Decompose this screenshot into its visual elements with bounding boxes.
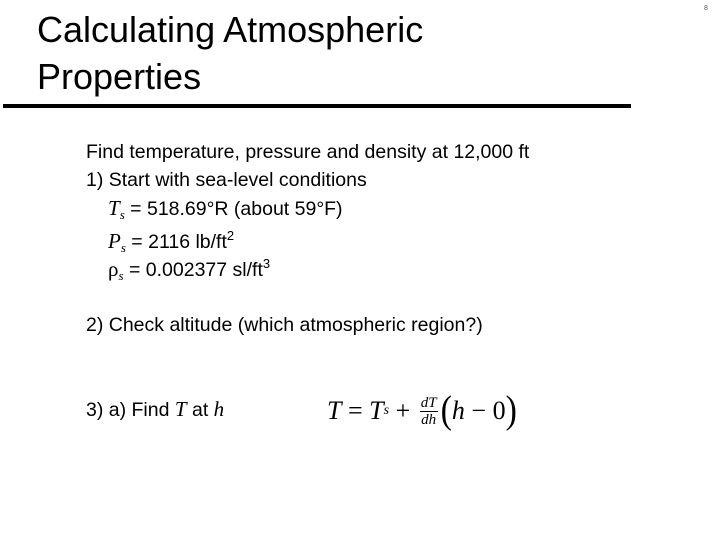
eq-open-paren: ( (440, 389, 452, 432)
step-3-prefix: 3) a) Find (86, 399, 175, 421)
eq-frac-den: dh (421, 411, 437, 428)
ts-subscript: s (119, 207, 125, 222)
ps-value: = 2116 lb/ft (125, 231, 227, 253)
eq-ts-sub: s (383, 403, 390, 418)
eq-frac-num: dT (420, 394, 437, 411)
eq-h: h (451, 396, 465, 425)
eq-lhs: T (327, 396, 342, 425)
ps-superscript: 2 (226, 228, 235, 243)
ts-symbol: T (108, 196, 120, 220)
page-number: 8 (704, 5, 708, 12)
step-1: 1) Start with sea-level conditions (86, 169, 367, 191)
ps-subscript: s (120, 240, 126, 255)
eq-minus-zero: − 0 (464, 396, 506, 425)
step-3-var-h: h (213, 397, 225, 421)
temperature-equation (327, 386, 517, 436)
ps-symbol: P (108, 229, 121, 253)
title-line-1: Calculating Atmospheric (37, 9, 424, 50)
rho-symbol: ρ (108, 257, 119, 281)
step-3 (86, 396, 224, 423)
rho-value: = 0.002377 sl/ft (123, 259, 263, 281)
intro-text: Find temperature, pressure and density at 12,000 ft (86, 141, 530, 163)
rho-superscript: 3 (262, 256, 271, 271)
step-3-var-t: T (174, 397, 187, 421)
eq-plus: + (389, 396, 417, 425)
title-underline (3, 104, 631, 108)
step-3-mid: at (186, 399, 214, 421)
eq-derivative (420, 395, 438, 428)
title-line-2: Properties (37, 56, 202, 97)
rho-subscript: s (118, 268, 124, 283)
step-2: 2) Check altitude (which atmospheric region?) (86, 314, 483, 336)
ts-value: = 518.69°R (about 59°F) (124, 198, 343, 220)
eq-equals: = (341, 396, 370, 425)
slide-title (37, 6, 423, 100)
sea-level-density (108, 251, 270, 289)
eq-close-paren: ) (505, 389, 517, 432)
eq-ts: T (369, 396, 384, 425)
